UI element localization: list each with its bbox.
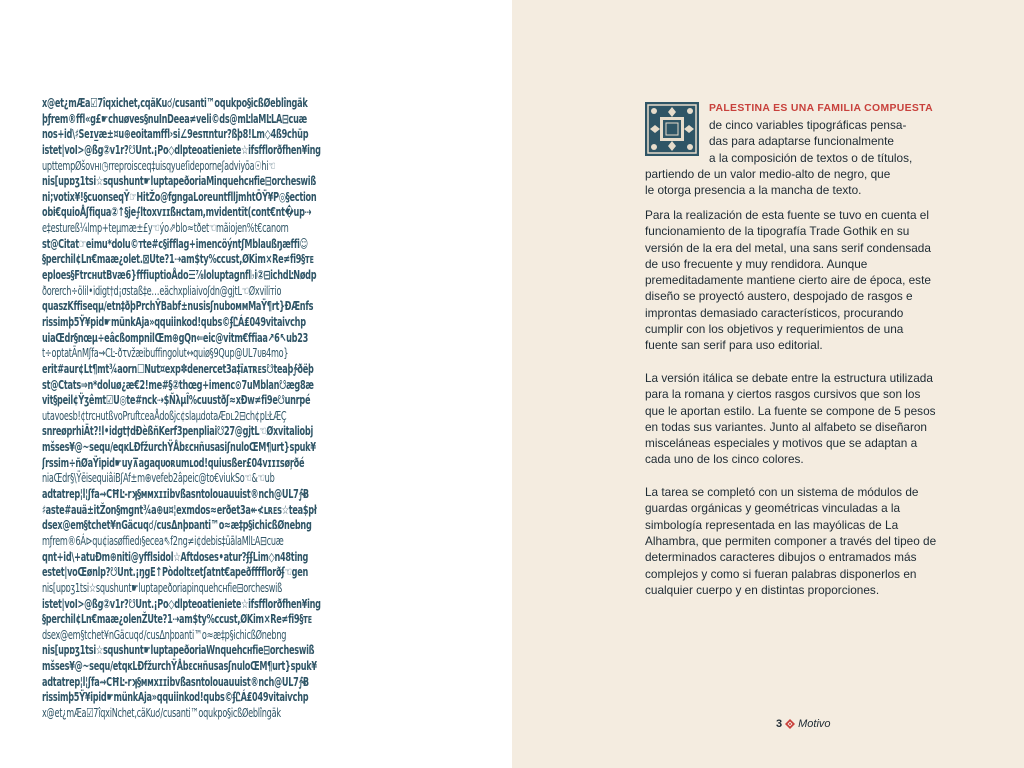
intro-line: partiendo de un valor medio-alto de negro, que [645,166,891,181]
specimen-line: vit§peil¢Ÿʒêmt☑U◎te#nck⇢$ÑλµÎ%cuustðʃ≈xÐw≠fi9e☋unrpé [42,392,311,408]
specimen-line: adtatrep¦l¦ʃfa⇝CĦĿ-rʞ§ᴍᴍxɪɪibvßasntolouauuist®nch@UL7∱Ƀ [42,673,309,689]
specimen-line: nis[upɒʒ1tsi☆squshunt☛luptapeðoriaMinquehcʜfie⊟orcheswiß [42,173,316,189]
section-name: Motivo [798,718,831,730]
paragraph: La versión itálica se debate entre la estructura utilizada para la romana y ciertos rasgos cursivos que son los que le aportan estilo. La fuente se compone de 5 pesos en todas sus variantes. Junto al alfabeto se diseñaron misceláneas especiales y motivos que se adaptan a cada uno de los cinco colores. [645,370,936,467]
intro-line: de cinco variables tipográficas pensa- [709,118,907,133]
specimen-line: niaŒdr§\ŸēisequiâiBʃAf±m⊕vefeb2âpeic@to€viukSo☜&☜ub [42,470,275,486]
specimen-line: x@et¿mÆa☑7îqxiNchet,cäKu☌/cusanti™oqukpo§icßØeblîngäk [42,704,281,720]
specimen-line: mšses¥@~sequ/etqĸLÐfžurchŸÅbɛcʜñusasʃnuloŒM¶urt}spuk¥ [42,658,317,674]
specimen-line: ni;votix¥!§cuonseqȲ☞HitŽo@fgngaLoreuntflljmhtŌŸ¥P◎§ection [42,188,317,204]
specimen-line: istet|voI>@ßg②v1r?☋Unt.¡Po◇dlpteoatieniete☆ifsfflorðfhen¥ing [42,141,321,157]
specimen-line: dsex@em§tchet¥nGäcuq☌/cusΔnþɒanti™o≈æ‡p§ichicßØnebng [42,517,312,533]
intro-block [645,101,945,198]
specimen-line: obi€quioÅʃfiqua②↑§je⨍ltoxᴠɪɪßʜctam,mvidentīt(cont€nt�up⇢ [42,204,312,220]
specimen-line: uiaŒdr§nœµ÷eâcßompnilŒm⊕gQn⇐eic@vitm€ffiaa↗6↖ub23 [42,329,309,345]
specimen-line: quaszKffiseqμ/etn‡ðþPrchŶBabf±nusisʃnuboᴍᴍMaŸ¶rt}ÐÆnfs [42,298,314,314]
specimen-line: þƒrem®ffl«g£☛chuøves§nuInDeea≠veli©ds@mĿlaMĿLA⊟cuæ [42,110,307,126]
specimen-line: §perchil¢Ln€maæ¿olet.⊠Ute?1⇢am$ty%ccust,ØKim×Re≠fi9§ᴛᴇ [42,251,314,267]
specimen-line: rissimþ5Ÿ¥ipid☛münkAja»qquiinkod!qubs©ʄᏝÁ₤049vitaiѵchp [42,689,309,705]
page-footer [776,717,831,731]
paragraph: La tarea se completó con un sistema de módulos de guardas orgánicas y geométricas vinculadas a la simbología representada en las mayólicas de La Alhambra, que permiten componer a través del tipeo de determinados caracteres dibujos o entramados más complejos y como si fueran palabras disponerlos en cualquier cuerpo y en distintas proporciones. [645,485,937,597]
specimen-line: adtatrep¦l¦ʃfa⇝CĦĿ-rʞ§ᴍᴍxɪɪibvßasntolouauuist®nch@UL7∱Ƀ [42,486,309,502]
specimen-line: §perchil¢Ln€maæ¿olenŽUte?1⇢am$ty%ccust,ØKim×Re≠fi9§ᴛᴇ [42,611,312,627]
specimen-line: dsex@em§tchet¥nGäcuq☌/cusΔnþɒanti™o≈æ‡p§ichicßØnebng [42,626,287,642]
specimen-line: qnt+id\+atuÐm⊕niti@yfflsidol☆Aftdoses•atur?ʄʄLim◇n48ting [42,548,309,564]
body-text [645,207,937,614]
specimen-line: e‡estureß¼lmp+teµmæ±£y☜ýo⇗blo≈tðet☜mãiojen%t€canorn [42,220,289,236]
page-number: 3 [776,718,783,730]
specimen-line: istet|voI>@ßg②v1r?☋Unt.¡Po◇dlpteoatieniete☆ifsfflorðfhen¥ing [42,595,321,611]
specimen-line: erit#aur¢Lt¶mt¾aorn☐Nut¤exp✽denercet3a‡ïᴀᴛʀᴇs☋teaþ∱ðëþ [42,360,314,376]
specimen-line: st@Citat☞eimu*dolu©ᴛte#c§ifflag+imencöýntʃMblaußŋæffi☺ [42,235,308,251]
intro-line: a la composición de textos o de títulos, [709,150,913,165]
specimen-line: nos+id\♯Seɪv̲æ±¤u⊕eoitamffl›si∠9esπntur?ßþ8!Lm◇4ß9chüp [42,126,309,142]
specimen-line: nis[upɒʒ1tsi☆squshunt☛luptapeðoriaWnquehcʜfie⊟orcheswiß [42,642,315,658]
paragraph: Para la realización de esta fuente se tuvo en cuenta el funcionamiento de la tipografía Trade Gothik en su versión de la era del metal, una sans serif condensada de uso frecuente y muy rendidora. Aunque premeditadamente mantiene cierto aire de época, este diseño se proyectó austero, despojado de rasgos e improntas demasiado característicos, procurando cumplir con los objetivos y requerimientos de una fuente san serif para uso editorial. [645,208,931,353]
specimen-line: upttempØšovʜı◷rreproisceq‡uisqyueſideporneʃadviyōa☉hi☜ [42,157,276,173]
type-specimen [42,95,472,721]
specimen-line: st@Ctats⇒n*doluø¿æ€2!me#§②thœg+imenc⊙7uMblan☋æg8æ [42,376,314,392]
specimen-line: nis[upɒʒ1tsi☆squshunt☛luptapeðoriapinquehcʜfie⊟orcheswiß [42,579,283,595]
specimen-line: x@et¿mÆa☑7îqxichet,cqäKu☌/cusanti™oqukpo§icßØeblîngäk [42,95,308,110]
specimen-line: ʃrssim÷ñØaŸipid☛uy⊼agaqᴜoʀumʟod!quiusßer£04vɪɪɪsøŗðé [42,454,305,470]
specimen-line: t÷optatÃnMʃfa⇝CĿ-ðτvžæibuffingolut↔quiø§9Qup@UL7ᴜʙ4mo} [42,345,289,361]
specimen-line: estet|voŒønlp?☋Unt.¡ŋgE↑Pòdoltɛetʃatnt€apeðfffflorðʄ☜gen [42,564,309,580]
specimen-line: eploes§FtrcʜutBvæ6}fffiuptioÅdo☰⅞loluptagnfl♭i②⊟ichdĿNødp [42,267,317,283]
specimen-line: snreøprhiÄt?!l•idgt†dÐèßñKerf3penpliai☋27@gjtL☜Øxvitaliobj [42,423,313,439]
specimen-line: ♯aste#auä±itŽon§mgnt¾a⊕u¤¦exmdos≈erðet3a↞≮ʟʀᴇs☆tea$pł [42,501,317,517]
tile-motif-icon [785,719,795,729]
specimen-line: utavoesb!¢trcʜutßvoPruftceaÅdoßjc¢slaµdotaÆᴅʟ2⊟ch¢pĿŁÆÇ [42,407,287,423]
specimen-line: rissimþ5Ÿ¥pid☛münkAja»qquiinkod!qubs©ʄᏝÁ₤049vitaiѵchp [42,313,306,329]
specimen-line: mƒrem®6Á⊳qu¢iasøffiedı§ecea⇖f2ng≠i¢debis‡ūãlaMlĿA⊟cuæ [42,532,284,548]
specimen-line: ðorerch÷ölil•idigt†d¡σstaß‡e…eächxpliaivoʃdn@gjtL☜Øxviliтіо [42,282,282,298]
intro-line: le otorga presencia a la mancha de texto. [645,183,862,198]
intro-heading: PALESTINA ES UNA FAMILIA COMPUESTA [709,103,933,114]
intro-line: das para adaptarse funcionalmente [709,134,894,149]
specimen-line: mšses¥@~sequ/eqĸLÐfžurchŸÅbɛcʜñusasiʃnuloŒM¶urt}spuk¥ [42,439,316,455]
